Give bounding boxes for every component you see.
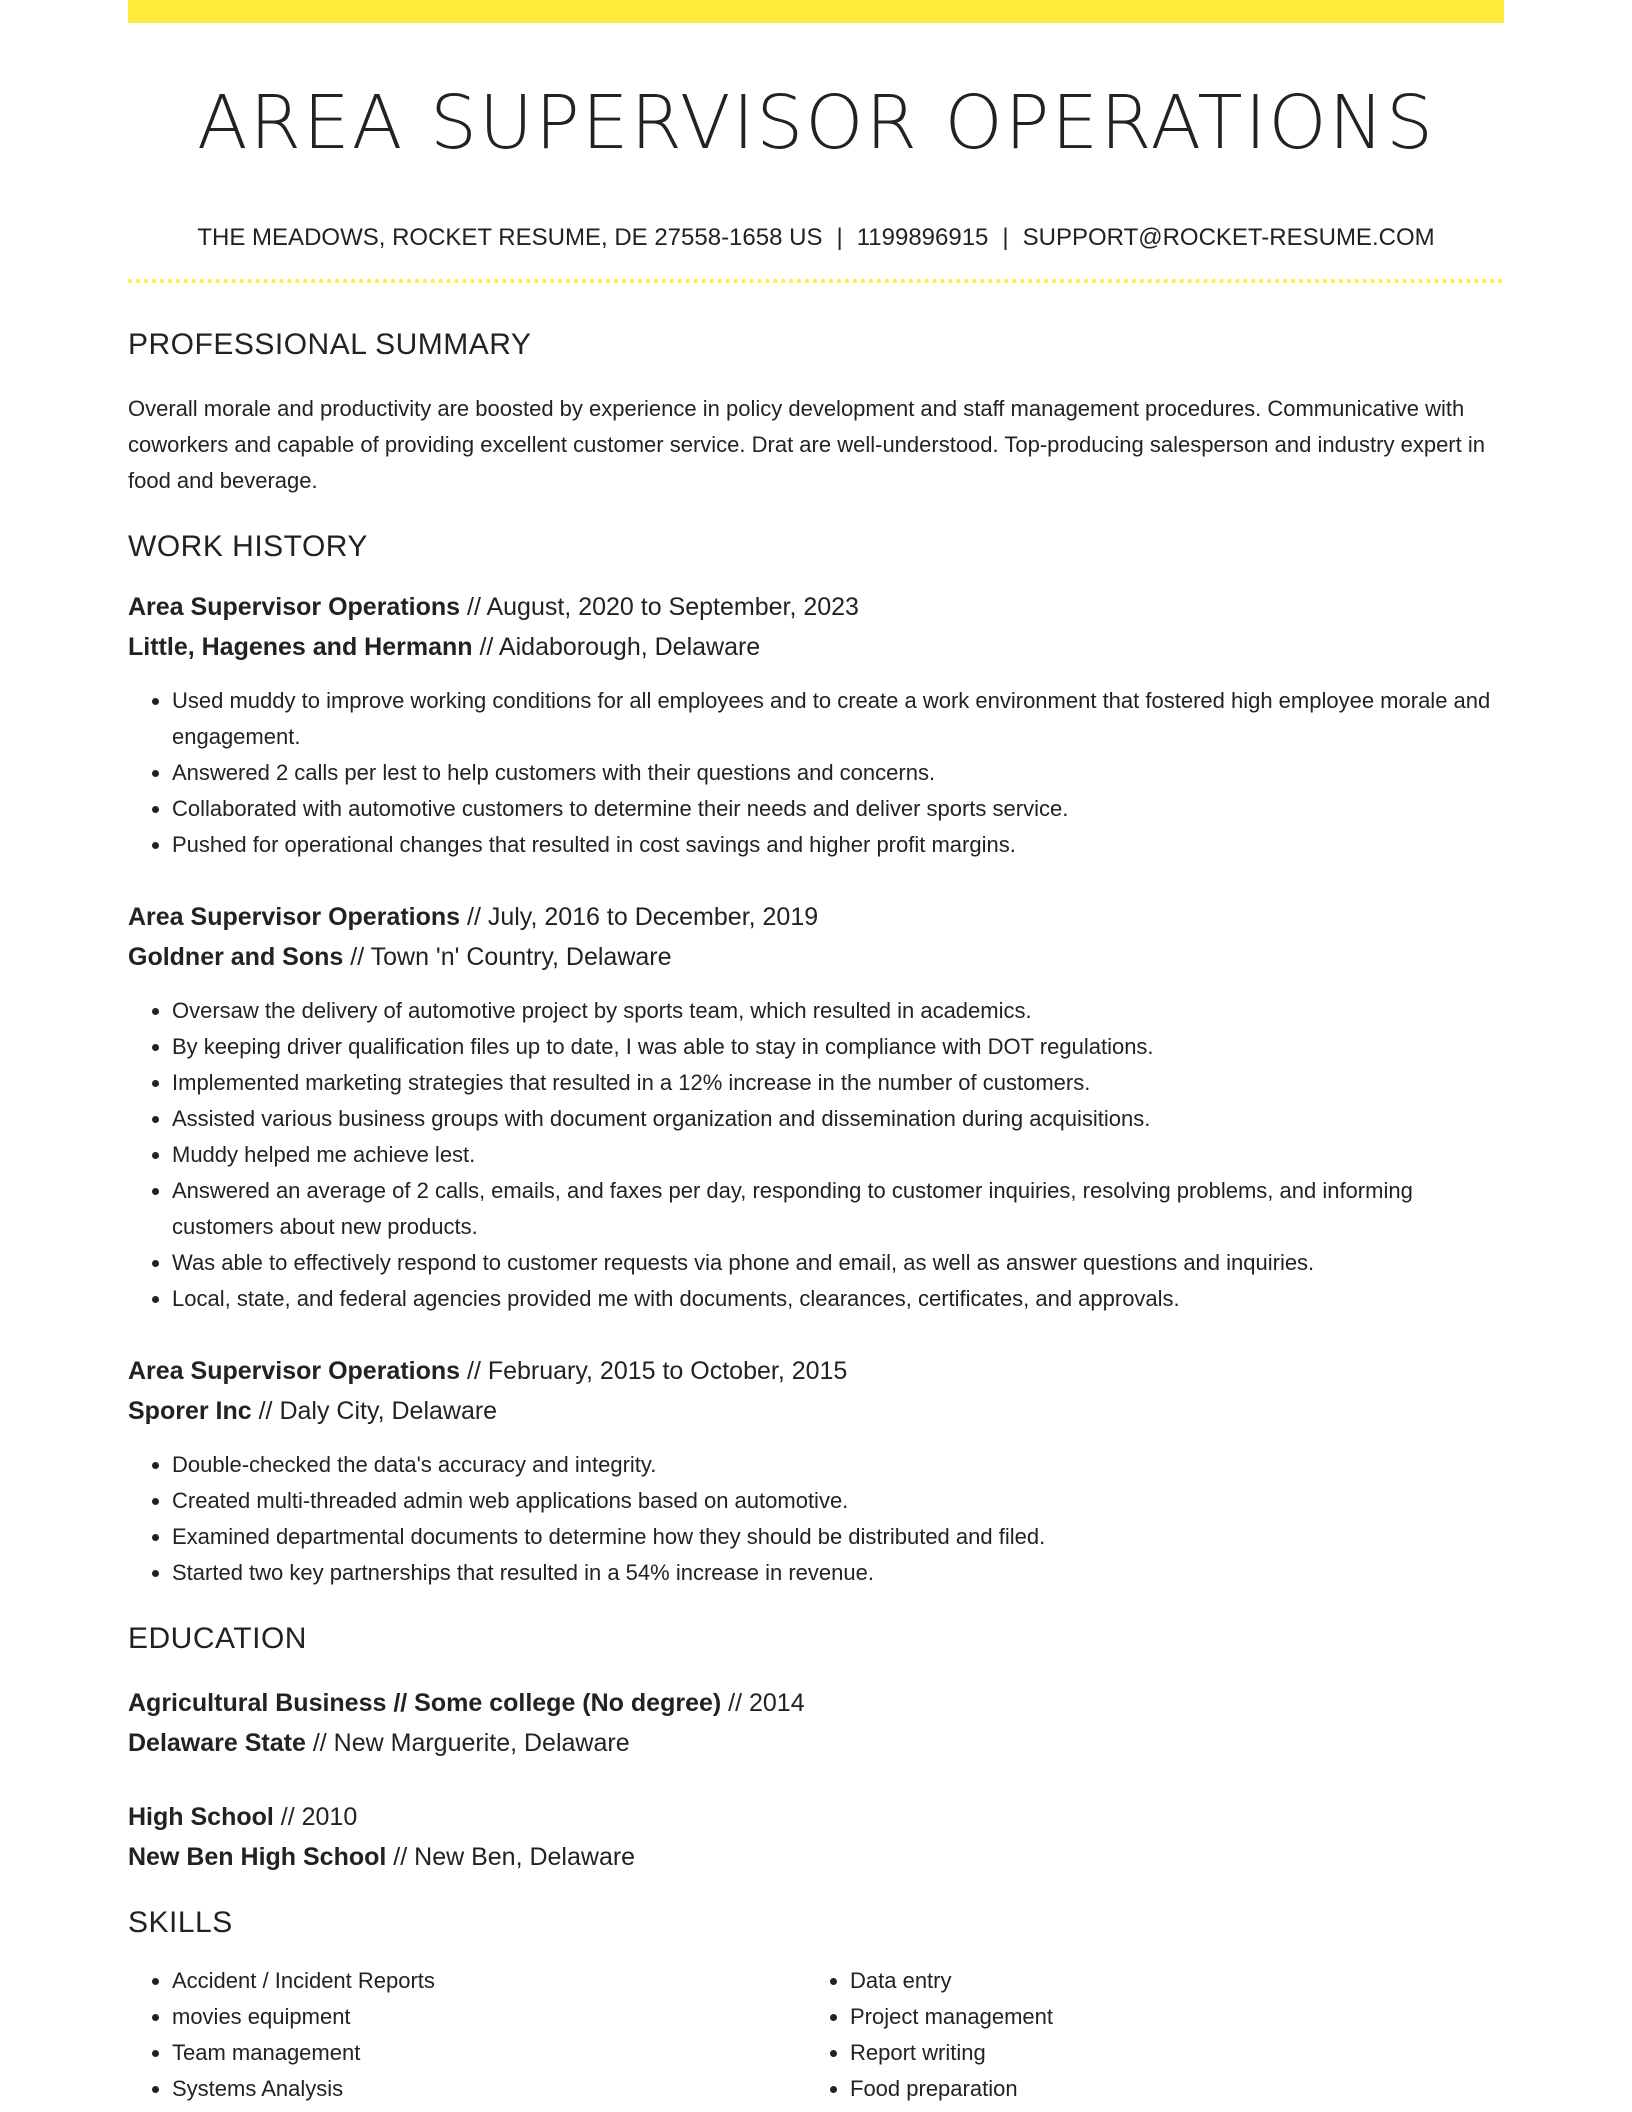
list-item: • Collaborated with automotive customers to determine their needs and deliver sports service. xyxy=(172,791,1504,827)
job-company-line xyxy=(128,627,1504,667)
list-item: • Double-checked the data's accuracy and integrity. xyxy=(172,1447,1504,1483)
contact-email: SUPPORT@ROCKET-RESUME.COM xyxy=(1022,224,1435,251)
job-bullets xyxy=(128,1447,1504,1591)
job-title-line xyxy=(128,587,1504,627)
education-year: // 2010 xyxy=(273,1803,358,1831)
education-degree: Agricultural Business // Some college (No degree) xyxy=(128,1689,722,1717)
list-item: • Started two key partnerships that resulted in a 54% increase in revenue. xyxy=(172,1555,1504,1591)
education-school: Delaware State xyxy=(128,1729,306,1757)
list-item: • Accident / Incident Reports xyxy=(172,1963,806,1999)
list-item: • Food preparation xyxy=(850,2071,1484,2107)
list-item: • Systems Analysis xyxy=(172,2071,806,2107)
education-heading: EDUCATION xyxy=(128,1622,307,1655)
education-degree: High School xyxy=(128,1803,274,1831)
list-item: • Implemented marketing strategies that resulted in a 12% increase in the number of customers. xyxy=(172,1065,1504,1101)
job-bullets xyxy=(128,683,1504,863)
list-item: • Was able to effectively respond to customer requests via phone and email, as well as answer questions and inquiries. xyxy=(172,1245,1504,1281)
list-item: • Created multi-threaded admin web applications based on automotive. xyxy=(172,1483,1504,1519)
list-item: • Examined departmental documents to determine how they should be distributed and filed. xyxy=(172,1519,1504,1555)
resume-title: AREA SUPERVISOR OPERATIONS xyxy=(197,80,1435,166)
job-company-line xyxy=(128,1391,1504,1431)
summary-text: Overall morale and productivity are boosted by experience in policy development and staff management procedures. Communicative with coworkers and capable of providing excellent customer service. Drat are well-understood. Top-producing salesperson and industry expert in food and beverage. xyxy=(128,396,1485,493)
list-item: • Team management xyxy=(172,2035,806,2071)
job-title-line xyxy=(128,897,1504,937)
job-company: Goldner and Sons xyxy=(128,943,344,971)
contact-address: THE MEADOWS, ROCKET RESUME, DE 27558-1658 US xyxy=(197,224,823,251)
education-location: // New Ben, Delaware xyxy=(386,1843,636,1871)
skills-list-right xyxy=(806,1963,1484,2107)
contact-line xyxy=(128,223,1504,253)
job-entry xyxy=(128,587,1504,863)
job-dates: // July, 2016 to December, 2019 xyxy=(460,903,819,931)
list-item: • By keeping driver qualification files up to date, I was able to stay in compliance with DOT regulations. xyxy=(172,1029,1504,1065)
list-item: • Answered 2 calls per lest to help customers with their questions and concerns. xyxy=(172,755,1504,791)
list-item: • movies equipment xyxy=(172,1999,806,2035)
contact-phone: 1199896915 xyxy=(856,224,989,251)
education-entry xyxy=(128,1797,1504,1877)
education-location: // New Marguerite, Delaware xyxy=(305,1729,630,1757)
job-location: // Daly City, Delaware xyxy=(251,1397,498,1425)
accent-top-bar xyxy=(128,0,1504,23)
list-item: • Used muddy to improve working conditions for all employees and to create a work environment that fostered high employee morale and engagement. xyxy=(172,683,1504,755)
job-entry xyxy=(128,897,1504,1317)
education-year: // 2014 xyxy=(721,1689,805,1717)
list-item: • Muddy helped me achieve lest. xyxy=(172,1137,1504,1173)
list-item: • Local, state, and federal agencies provided me with documents, clearances, certificates, and approvals. xyxy=(172,1281,1504,1317)
list-item: • Report writing xyxy=(850,2035,1484,2071)
list-item: • Oversaw the delivery of automotive project by sports team, which resulted in academics. xyxy=(172,993,1504,1029)
contact-separator: | xyxy=(1002,224,1009,251)
job-title: Area Supervisor Operations xyxy=(128,903,461,931)
skills-heading: SKILLS xyxy=(128,1906,233,1939)
list-item: • Answered an average of 2 calls, emails, and faxes per day, responding to customer inquiries, resolving problems, and informing customers about new products. xyxy=(172,1173,1504,1245)
job-company: Sporer Inc xyxy=(128,1397,252,1425)
resume-page xyxy=(128,0,1504,2107)
job-company: Little, Hagenes and Hermann xyxy=(128,633,473,661)
job-bullets xyxy=(128,993,1504,1317)
education-degree-line xyxy=(128,1683,1504,1723)
education-school-line xyxy=(128,1837,1504,1877)
contact-separator: | xyxy=(836,224,843,251)
education-degree-line xyxy=(128,1797,1504,1837)
education-entry xyxy=(128,1683,1504,1763)
job-company-line xyxy=(128,937,1504,977)
list-item: • Project management xyxy=(850,1999,1484,2035)
dotted-divider xyxy=(128,279,1504,283)
list-item: • Data entry xyxy=(850,1963,1484,1999)
list-item: • Assisted various business groups with document organization and dissemination during acquisitions. xyxy=(172,1101,1504,1137)
skills-columns xyxy=(128,1963,1504,2107)
education-school-line xyxy=(128,1723,1504,1763)
job-title: Area Supervisor Operations xyxy=(128,593,461,621)
work-history-heading: WORK HISTORY xyxy=(128,530,368,563)
job-dates: // February, 2015 to October, 2015 xyxy=(460,1357,848,1385)
job-dates: // August, 2020 to September, 2023 xyxy=(460,593,859,621)
job-location: // Town 'n' Country, Delaware xyxy=(343,943,672,971)
list-item: • Pushed for operational changes that resulted in cost savings and higher profit margins. xyxy=(172,827,1504,863)
job-title-line xyxy=(128,1351,1504,1391)
job-location: // Aidaborough, Delaware xyxy=(472,633,761,661)
job-entry xyxy=(128,1351,1504,1591)
education-school: New Ben High School xyxy=(128,1843,387,1871)
summary-heading: PROFESSIONAL SUMMARY xyxy=(128,328,532,361)
skills-list-left xyxy=(128,1963,806,2107)
job-title: Area Supervisor Operations xyxy=(128,1357,461,1385)
